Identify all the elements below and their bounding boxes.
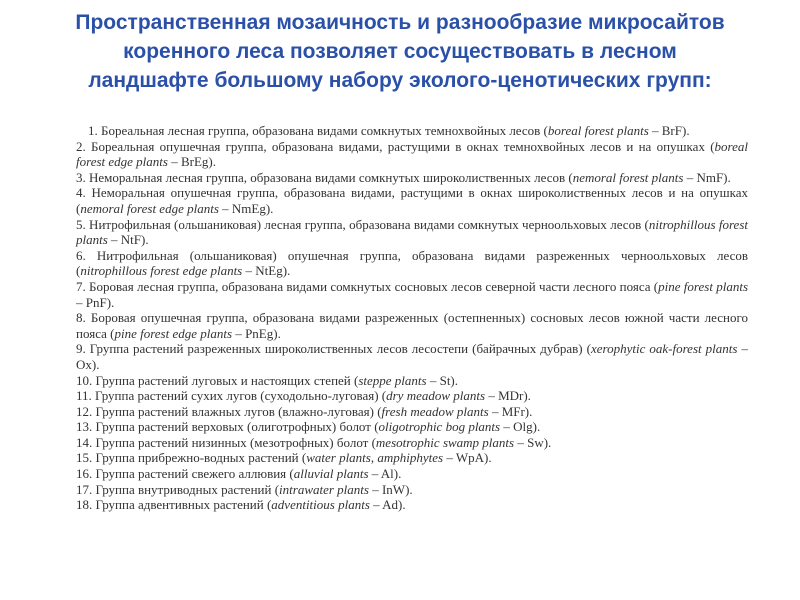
group-latin-term: pine forest plants	[658, 278, 748, 294]
group-code: – NmEg).	[218, 200, 274, 216]
list-item	[76, 450, 748, 466]
group-description: 2. Бореальная опушечная группа, образована видами, растущими в окнах темнохвойных лесов и на опушках (	[76, 138, 715, 154]
group-description: 5. Нитрофильная (ольшаниковая) лесная группа, образована видами сомкнутых черноольховых лесов (	[76, 216, 649, 232]
group-latin-term: adventitious plants	[271, 497, 370, 513]
group-code: – Al).	[368, 466, 402, 482]
group-code: – WpA).	[443, 450, 492, 466]
list-item	[76, 217, 748, 248]
title-line-2: коренного леса позволяет сосуществовать в лесном	[123, 40, 677, 63]
group-latin-term: oligotrophic bog plants	[378, 419, 501, 435]
group-code: – NtF).	[107, 232, 149, 248]
group-latin-term: nemoral forest plants	[572, 169, 684, 185]
group-latin-term: alluvial plants	[293, 466, 369, 482]
list-item	[76, 482, 748, 498]
list-item	[76, 139, 748, 170]
group-description: 7. Боровая лесная группа, образована видами сомкнутых сосновых лесов северной части лесного пояса (	[76, 278, 659, 294]
group-code: – PnEg).	[232, 325, 281, 341]
group-code: – St).	[426, 372, 459, 388]
group-latin-term: xerophytic oak-forest plants	[590, 341, 738, 357]
group-latin-term: boreal forest plants	[547, 123, 649, 138]
group-description: 15. Группа прибрежно-водных растений (	[76, 450, 307, 466]
group-code: – Sw).	[514, 434, 552, 450]
list-item	[76, 341, 748, 372]
group-description: 11. Группа растений сухих лугов (суходольно-луговая) (	[76, 388, 387, 404]
list-item	[76, 123, 748, 139]
group-latin-term: mesotrophic swamp plants	[375, 434, 515, 450]
group-description: 9. Группа растений разреженных широколиственных лесов лесостепи (байрачных дубрав) (	[76, 341, 591, 357]
group-code: – Olg).	[500, 419, 541, 435]
list-item	[76, 435, 748, 451]
list-item	[76, 310, 748, 341]
list-item	[76, 170, 748, 186]
group-latin-term: dry meadow plants	[386, 388, 486, 404]
group-code: – Ad).	[369, 497, 406, 513]
group-code: – InW).	[368, 481, 413, 497]
group-code: – NtEg).	[242, 263, 291, 279]
title-line-1: Пространственная мозаичность и разнообразие микросайтов	[75, 11, 725, 34]
group-description: 4. Неморальная опушечная группа, образована видами, растущими в окнах широколиственных лесов и на опушках (	[76, 185, 748, 216]
list-item	[76, 373, 748, 389]
slide-title	[0, 8, 800, 95]
group-latin-term: water plants, amphiphytes	[306, 450, 444, 466]
group-latin-term: nitrophillous forest edge plants	[80, 263, 243, 279]
group-latin-term: steppe plants	[358, 372, 427, 388]
title-line-3: ландшафте большому набору эколого-ценотических групп:	[88, 69, 712, 92]
group-code: – MFr).	[488, 403, 533, 419]
list-item	[76, 404, 748, 420]
group-code: – NmF).	[683, 169, 731, 185]
group-latin-term: pine forest edge plants	[114, 325, 233, 341]
group-description: 14. Группа растений низинных (мезотрофных) болот (	[76, 434, 376, 450]
group-description: 12. Группа растений влажных лугов (влажно-луговая) (	[76, 403, 382, 419]
group-code: – Ox).	[76, 341, 748, 372]
ecological-groups-list	[76, 123, 748, 513]
group-latin-term: fresh meadow plants	[381, 403, 489, 419]
group-latin-term: boreal forest edge plants	[76, 138, 748, 170]
group-description: 16. Группа растений свежего аллювия (	[76, 466, 294, 482]
group-description: 13. Группа растений верховых (олиготрофных) болот (	[76, 419, 379, 435]
list-item	[76, 248, 748, 279]
group-description: 18. Группа адвентивных растений (	[76, 497, 272, 513]
group-latin-term: intrawater plants	[279, 481, 369, 497]
group-description: 8. Боровая опушечная группа, образована видами разреженных (остепненных) сосновых лесов южной части лесного пояса (	[76, 310, 748, 341]
group-description: 17. Группа внутриводных растений (	[76, 481, 280, 497]
group-code: – BrEg).	[167, 154, 216, 170]
list-item	[76, 185, 748, 216]
group-latin-term: nitrophillous forest plants	[76, 216, 748, 248]
list-item	[76, 419, 748, 435]
group-code: – PnF).	[76, 294, 115, 310]
list-item	[76, 279, 748, 310]
group-code: – BrF).	[648, 123, 690, 138]
list-item	[76, 497, 748, 513]
group-description: 3. Неморальная лесная группа, образована видами сомкнутых широколиственных лесов (	[76, 169, 573, 185]
group-description: 6. Нитрофильная (ольшаниковая) опушечная группа, образована видами разреженных черноольховых лесов (	[76, 247, 748, 279]
group-description: 10. Группа растений луговых и настоящих степей (	[76, 372, 359, 388]
group-code: – MDr).	[485, 388, 531, 404]
group-description: 1. Бореальная лесная группа, образована видами сомкнутых темнохвойных лесов (	[88, 123, 548, 138]
group-latin-term: nemoral forest edge plants	[80, 200, 219, 216]
list-item	[76, 388, 748, 404]
list-item	[76, 466, 748, 482]
